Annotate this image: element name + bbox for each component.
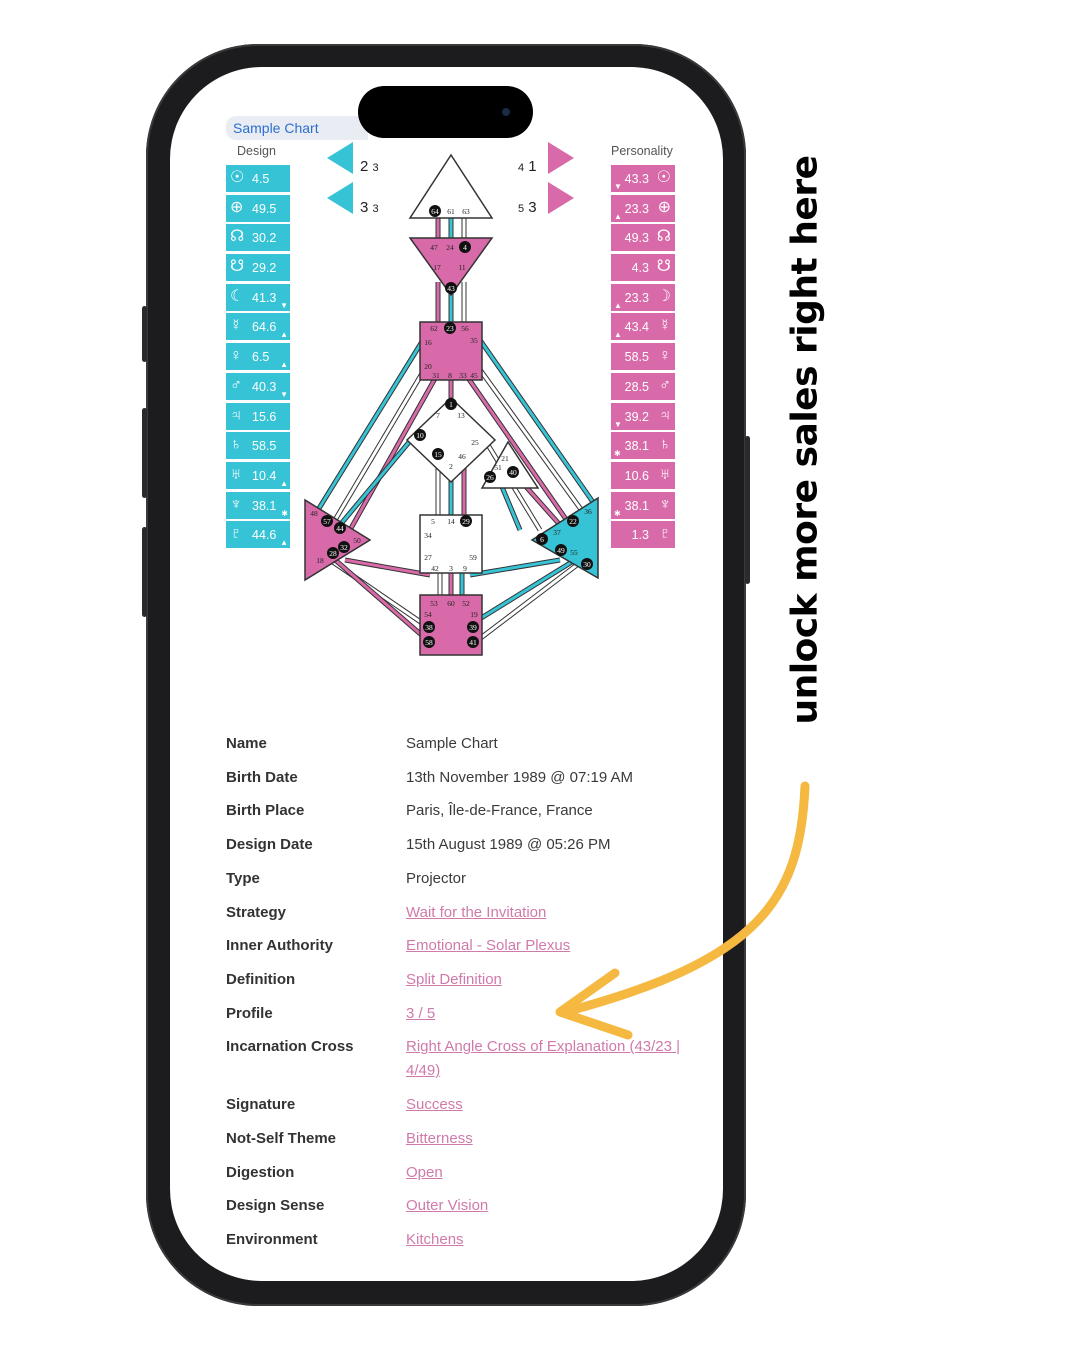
gate-label: 25: [471, 438, 479, 447]
personality-planet-column: [611, 165, 675, 551]
planet-gate-value: 29.2: [252, 261, 277, 276]
planet-gate-value: 4.3: [631, 261, 649, 276]
design-planet-jupiter[interactable]: [226, 403, 290, 430]
callout-text: unlock more sales right here: [784, 155, 826, 725]
design-planet-saturn[interactable]: [226, 432, 290, 459]
gate-label: 60: [447, 599, 455, 608]
planet-gate-value: 28.5: [624, 379, 649, 394]
design-planet-mercury[interactable]: [226, 313, 290, 340]
gate-label: 59: [469, 553, 477, 562]
gate-label: 50: [353, 536, 361, 545]
channel-fill: [345, 560, 430, 575]
gate-label: 20: [424, 362, 432, 371]
personality-planet-saturn[interactable]: [611, 432, 675, 459]
personality-planet-mars[interactable]: [611, 373, 675, 400]
info-value: 15th August 1989 @ 05:26 PM: [406, 836, 611, 854]
pluto-icon: ♇: [659, 525, 671, 543]
planet-gate-value: 4.5: [252, 172, 270, 186]
planet-gate-value: 30.2: [252, 231, 277, 246]
gate-label: 35: [470, 336, 478, 345]
design-planet-column: [226, 165, 290, 551]
gate-label: 3: [449, 564, 453, 573]
personality-planet-jupiter[interactable]: [611, 403, 675, 430]
gate-label: 19: [470, 610, 478, 619]
gate-label: 62: [430, 324, 438, 333]
gate-label: 41: [469, 638, 477, 647]
gate-label: 8: [448, 371, 452, 380]
planet-gate-value: 44.6: [252, 528, 277, 543]
design-planet-neptune[interactable]: [226, 492, 290, 519]
south-node-icon: ☋: [656, 258, 671, 276]
info-value-link[interactable]: Split Definition: [406, 970, 502, 988]
planet-gate-value: 10.6: [624, 468, 649, 483]
info-label: Digestion: [226, 1163, 295, 1181]
gate-label: 11: [458, 263, 466, 272]
info-label: Birth Date: [226, 768, 298, 786]
gate-label: 6: [540, 535, 544, 544]
info-value: 13th November 1989 @ 07:19 AM: [406, 768, 634, 786]
fixing-mark: ▲: [280, 330, 288, 340]
gate-label: 23: [446, 324, 454, 333]
gate-label: 38: [425, 623, 433, 632]
personality-planet-uranus[interactable]: [611, 462, 675, 489]
planet-gate-value: 6.5: [252, 350, 270, 365]
personality-heading: Personality: [611, 144, 673, 158]
planet-gate-value: 43.4: [624, 320, 649, 335]
moon-icon: ☾: [230, 287, 245, 305]
uranus-icon: ♅: [230, 465, 242, 483]
planet-gate-value: 23.3: [624, 201, 649, 216]
info-value-link[interactable]: 3 / 5: [406, 1004, 436, 1022]
fixing-mark: ▲: [280, 478, 288, 488]
gate-label: 45: [470, 371, 478, 380]
design-planet-venus[interactable]: [226, 343, 290, 370]
channel-fill: [470, 560, 560, 575]
design-arrow-top-label: 2 3: [360, 158, 379, 175]
design-planet-moon[interactable]: [226, 284, 290, 311]
fixing-mark: ✱: [614, 508, 621, 518]
gate-label: 56: [461, 324, 469, 333]
fixing-mark: ▼: [614, 182, 622, 191]
gate-label: 22: [569, 517, 577, 526]
personality-planet-pluto[interactable]: [611, 521, 675, 548]
gate-label: 47: [430, 243, 438, 252]
gate-label: 7: [436, 411, 440, 420]
gate-label: 10: [416, 431, 424, 440]
planet-gate-value: 58.5: [252, 439, 277, 454]
saturn-icon: ♄: [230, 436, 242, 454]
personality-planet-north-node[interactable]: [611, 224, 675, 251]
info-value-link[interactable]: Success: [406, 1096, 463, 1114]
mars-icon: ♂: [230, 376, 242, 394]
fixing-mark: ▼: [280, 389, 288, 399]
mercury-icon: ☿: [230, 317, 242, 335]
personality-planet-mercury[interactable]: [611, 313, 675, 340]
planet-gate-value: 1.3: [631, 528, 649, 543]
personality-planet-moon[interactable]: [611, 284, 675, 311]
planet-gate-value: 38.1: [624, 498, 649, 513]
gate-label: 15: [434, 450, 442, 459]
gate-label: 39: [469, 623, 477, 632]
phone-side-button: [142, 306, 147, 362]
gate-label: 55: [570, 548, 578, 557]
fixing-mark: ▲: [614, 330, 622, 340]
planet-gate-value: 23.3: [624, 290, 649, 305]
gate-label: 21: [501, 454, 509, 463]
gate-label: 5: [431, 517, 435, 526]
gate-label: 2: [449, 462, 453, 471]
gate-label: 1: [449, 400, 453, 409]
personality-arrow-top-label: 4 1: [518, 158, 537, 175]
volume-down-button: [142, 527, 147, 617]
camera-icon: [502, 108, 510, 116]
info-value-link[interactable]: Right Angle Cross of Explanation (43/23 | 4/49): [406, 1038, 681, 1080]
channel-fill: [478, 555, 590, 640]
jupiter-icon: ♃: [659, 406, 671, 424]
info-label: Design Date: [226, 836, 313, 854]
moon-icon: ☽: [656, 287, 671, 305]
info-value: Paris, Île-de-France, France: [406, 802, 593, 820]
gate-label: 9: [463, 564, 467, 573]
north-node-icon: ☊: [656, 228, 671, 246]
design-planet-sun[interactable]: [226, 165, 290, 192]
planet-gate-value: 10.4: [252, 468, 277, 483]
gate-label: 33: [459, 371, 467, 380]
info-label: Strategy: [226, 903, 287, 921]
gate-label: 43: [447, 284, 455, 293]
gate-label: 34: [424, 531, 432, 540]
fixing-mark: ▼: [614, 419, 622, 429]
design-planet-uranus[interactable]: [226, 462, 290, 489]
fixing-mark: ✱: [281, 508, 288, 518]
design-planet-south-node[interactable]: [226, 254, 290, 281]
gate-label: 13: [457, 411, 465, 420]
info-value: Projector: [406, 869, 467, 887]
gate-label: 4: [463, 243, 467, 252]
gate-label: 46: [458, 452, 466, 461]
gate-label: 57: [323, 517, 331, 526]
venus-icon: ♀: [230, 347, 242, 365]
design-planet-earth[interactable]: [226, 195, 290, 222]
personality-arrow-bottom-label: 5 3: [518, 199, 537, 216]
gate-label: 40: [509, 468, 517, 477]
design-planet-pluto[interactable]: [226, 521, 290, 548]
venus-icon: ♀: [659, 347, 671, 365]
chart-tab[interactable]: Sample Chart: [226, 116, 368, 140]
personality-planet-venus[interactable]: [611, 343, 675, 370]
sun-icon: ☉: [230, 169, 245, 186]
info-value-link[interactable]: Outer Vision: [406, 1197, 489, 1215]
gate-label: 32: [340, 543, 348, 552]
earth-icon: ⊕: [230, 198, 244, 216]
design-heading: Design: [237, 144, 276, 158]
info-label: Type: [226, 869, 260, 887]
gate-label: 16: [424, 338, 432, 347]
gate-label: 29: [462, 517, 470, 526]
north-node-icon: ☊: [230, 228, 245, 246]
jupiter-icon: ♃: [230, 406, 242, 424]
planet-gate-value: 15.6: [252, 409, 277, 424]
gate-label: 27: [424, 553, 432, 562]
info-label: Environment: [226, 1231, 318, 1249]
design-arrow-bottom-label: 3 3: [360, 199, 379, 216]
info-value-link[interactable]: Emotional - Solar Plexus: [406, 937, 571, 955]
planet-gate-value: 38.1: [252, 498, 277, 513]
planet-gate-value: 64.6: [252, 320, 277, 335]
power-button: [745, 436, 750, 584]
personality-planet-earth[interactable]: [611, 195, 675, 222]
gate-label: 53: [430, 599, 438, 608]
gate-label: 54: [424, 610, 432, 619]
earth-icon: ⊕: [657, 198, 671, 216]
info-value-link[interactable]: Open: [406, 1163, 443, 1181]
fixing-mark: ▲: [280, 538, 288, 548]
callout-arrow-icon: [540, 770, 830, 1050]
personality-planet-sun[interactable]: [611, 165, 675, 192]
personality-planet-south-node[interactable]: [611, 254, 675, 281]
info-value-link[interactable]: Bitterness: [406, 1130, 473, 1147]
gate-label: 37: [553, 528, 561, 537]
gate-label: 28: [329, 549, 337, 558]
volume-up-button: [142, 408, 147, 498]
neptune-icon: ♆: [230, 495, 242, 513]
info-label: Signature: [226, 1096, 296, 1114]
gate-label: 44: [336, 524, 344, 533]
pluto-icon: ♇: [230, 525, 242, 543]
fixing-mark: ▼: [280, 300, 288, 310]
design-planet-north-node[interactable]: [226, 224, 290, 251]
gate-label: 42: [431, 564, 439, 573]
info-label: Birth Place: [226, 802, 305, 820]
info-label: Profile: [226, 1004, 273, 1022]
gate-label: 48: [310, 509, 318, 518]
planet-gate-value: 49.3: [624, 231, 649, 246]
fixing-mark: ✱: [614, 449, 621, 459]
fixing-mark: ▲: [614, 300, 622, 310]
gate-label: 51: [494, 463, 502, 472]
neptune-icon: ♆: [659, 495, 671, 513]
info-label: Inner Authority: [226, 937, 333, 955]
uranus-icon: ♅: [659, 465, 671, 483]
fixing-mark: ▲: [280, 360, 288, 370]
gate-label: 36: [584, 507, 592, 516]
mercury-icon: ☿: [659, 317, 671, 335]
planet-gate-value: 58.5: [624, 350, 649, 365]
gate-label: 31: [432, 371, 440, 380]
personality-planet-neptune[interactable]: [611, 492, 675, 519]
info-value-link[interactable]: Kitchens: [406, 1231, 464, 1249]
fixing-mark: ▲: [614, 211, 622, 221]
info-value: Sample Chart: [406, 735, 498, 752]
gate-label: 14: [447, 517, 455, 526]
info-label: Name: [226, 735, 267, 752]
planet-gate-value: 43.3: [624, 172, 649, 186]
design-planet-mars[interactable]: [226, 373, 290, 400]
south-node-icon: ☋: [230, 258, 245, 276]
gate-label: 26: [486, 473, 494, 482]
gate-label: 58: [425, 638, 433, 647]
gate-label: 52: [462, 599, 470, 608]
info-label: Not-Self Theme: [226, 1130, 337, 1147]
bodygraph: [290, 150, 610, 660]
gate-label: 64: [431, 207, 439, 216]
saturn-icon: ♄: [659, 436, 671, 454]
info-label: Design Sense: [226, 1197, 325, 1215]
gate-label: 63: [462, 207, 470, 216]
planet-gate-value: 39.2: [624, 409, 649, 424]
mars-icon: ♂: [659, 376, 671, 394]
gate-label: 61: [447, 207, 455, 216]
gate-label: 49: [557, 546, 565, 555]
gate-label: 30: [583, 560, 591, 569]
planet-gate-value: 41.3: [252, 290, 277, 305]
info-label: Incarnation Cross: [226, 1038, 354, 1056]
info-value-link[interactable]: Wait for the Invitation: [406, 903, 547, 921]
info-label: Definition: [226, 970, 296, 988]
gate-label: 18: [316, 556, 324, 565]
sun-icon: ☉: [656, 169, 671, 186]
gate-label: 24: [446, 243, 454, 252]
gate-label: 17: [433, 263, 441, 272]
planet-gate-value: 49.5: [252, 201, 277, 216]
planet-gate-value: 38.1: [624, 439, 649, 454]
planet-gate-value: 40.3: [252, 379, 277, 394]
